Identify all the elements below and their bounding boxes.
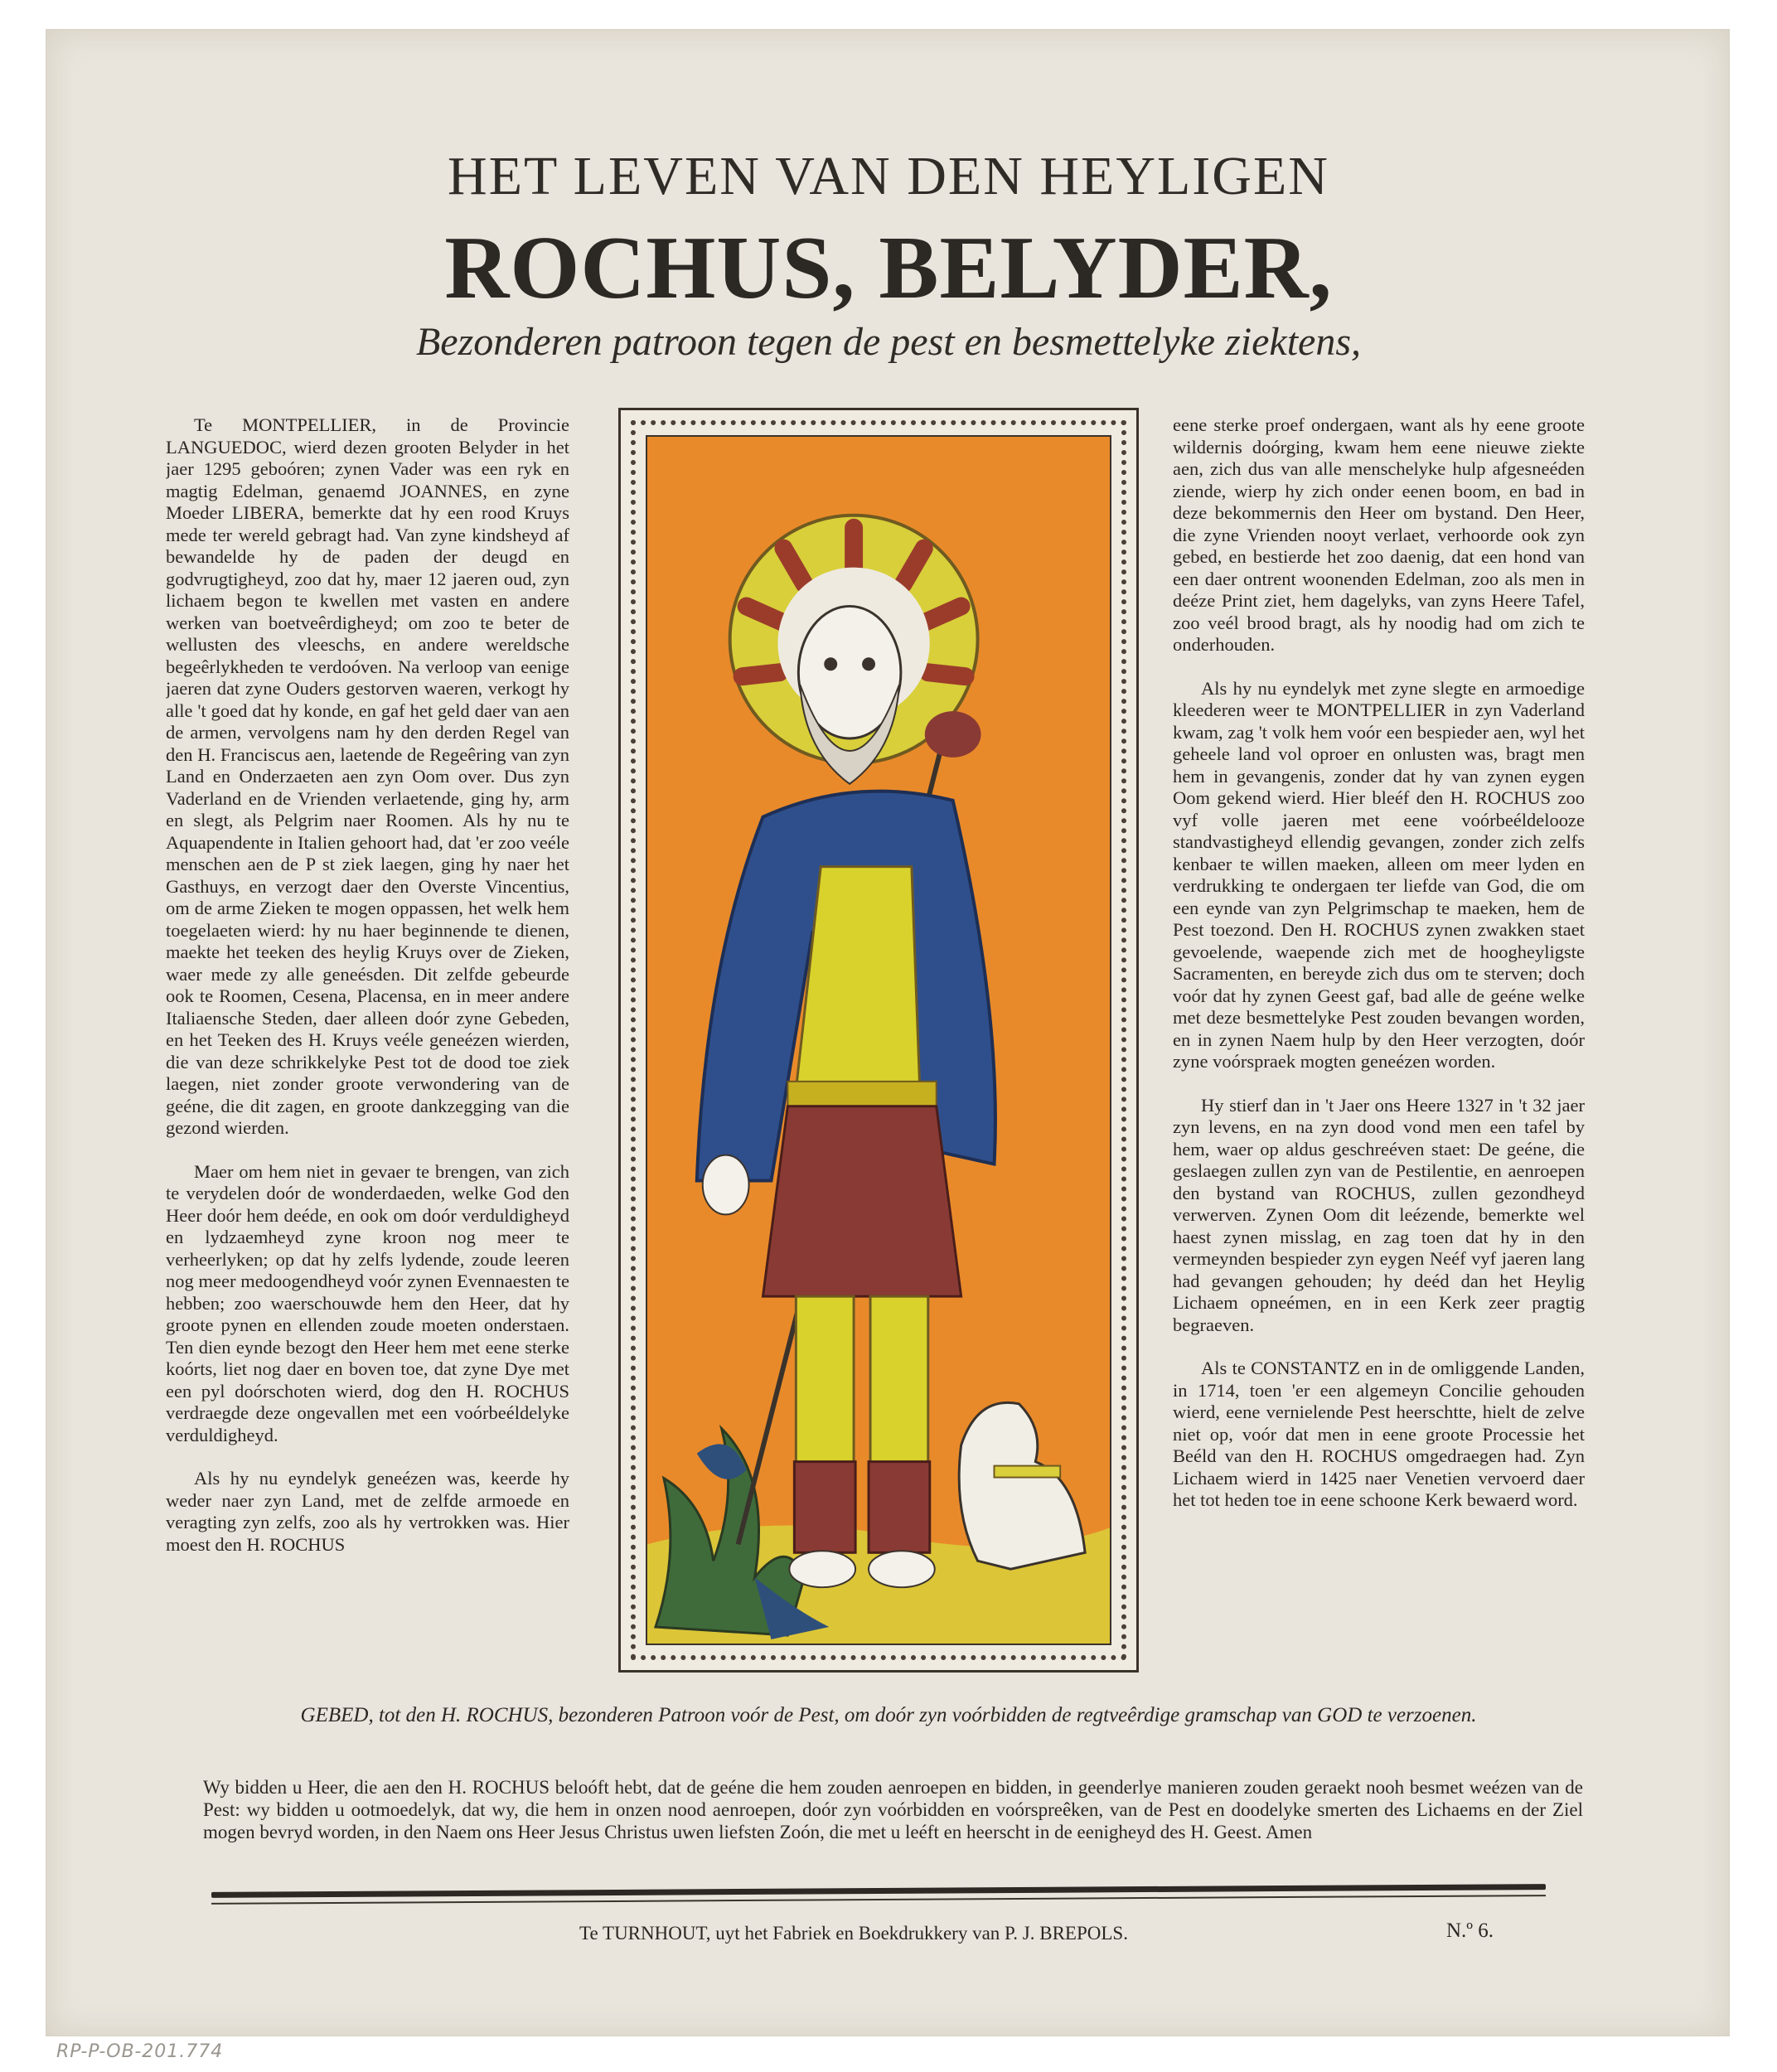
subtitle: Bezonderen patroon tegen de pest en besmettelyke ziektens, bbox=[415, 320, 1362, 364]
right-paragraph-1: eene sterke proef ondergaen, want als hy eene groote wildernis doórging, kwam hem eene nieuwe ziekte aen, zich dus van alle menschelyke hulp afgesneéden ziende, wierp hy zich onder eenen boom, en bad in deze bekommernis den Heer om bystand. Den Heer, die zyne Vrienden nooyt verlaet, verhoorde ook zyn gebed, en bestierde het zoo daenig, dat een hond van een daer ontrent woonenden Edelman, zoo als men in deéze Print ziet, hem dagelyks, van zyns Heere Tafel, zoo veél brood bragt, als hy noodig had om zich te onderhouden. bbox=[1173, 414, 1585, 655]
inventory-number: RP-P-OB-201.774 bbox=[56, 2041, 224, 2062]
right-text-column bbox=[1173, 414, 1585, 1670]
right-paragraph-4: Als te CONSTANTZ en in de omliggende Landen, in 1714, toen 'er een algemeyn Concilie gehouden wierd, eene vernielende Pest heerschtte, hielt de zelve niet op, voór dat men in eene groote Processie het Beéld van den H. ROCHUS omgedraegen had. Zyn Lichaem wierd in 1425 naer Venetien vervoerd daer het tot heden toe in eene schoone Kerk bewaerd word. bbox=[1173, 1358, 1585, 1510]
prayer-title: GEBED, tot den H. ROCHUS, bezonderen Patroon voór de Pest, om doór zyn voórbidden de regtveêrdige gramschap van GOD te verzoenen. bbox=[300, 1704, 1477, 1726]
saint-rochus-illustration bbox=[646, 435, 1111, 1645]
title-line-1: HET LEVEN VAN DEN HEYLIGEN bbox=[448, 146, 1329, 206]
left-paragraph-2: Maer om hem niet in gevaer te brengen, van zich te verydelen doór de wonderdaeden, welke God den Heer doór hem deéde, en ook om doór verduldigheyd en lydzaemheyd zyne kroon nog meer te verheerlyken; op dat hy zelfs lydende, zoude leeren nog meer medoogendheyd voór zynen Evennaesten te hebben; zoo waerschouwde hem den Heer, dat hy groote pynen en ellenden zoude moeten onderstaen. Ten dien eynde bezogt den Heer hem met eene sterke koórts, liet nog daer en boven toe, dat zyne Dye met een pyl doórschoten wierd, dog den H. ROCHUS verdraegde deze ongevallen met een voórbeéldelyke verduldigheyd. bbox=[166, 1160, 569, 1445]
left-text-column bbox=[166, 414, 569, 1670]
left-paragraph-1: Te MONTPELLIER, in de Provincie LANGUEDOC, wierd dezen grooten Belyder in het jaer 1295 geboóren; zynen Vader was een ryk en magtig Edelman, genaemd JOANNES, en zyne Moeder LIBERA, bemerkte dat hy een rood Kruys mede ter wereld gebragt had. Van zyne kindsheyd af bewandelde hy de paden der deugd en godvrugtigheyd, zoo dat hy, maer 12 jaeren oud, zyn lichaem begon te kwellen met vasten en andere werken van boetveêrdigheyd; om zoo te beter de wellusten des vleeschs, en andere wereldsche begeêrlykheden te verdoóven. Na verloop van eenige jaeren dat zyne Ouders gestorven waeren, verkogt hy alle 't goed dat hy konde, en gaf het geld daer van aen de armen, vervolgens nam hy den derden Regel van den H. Franciscus aen, laetende de Regeêring van zyn Land en Onderzaeten aen zyn Oom over. Dus zyn Vaderland en de Vrienden verlaetende, ging hy, arm en slegt, als Pelgrim naer Roomen. Als hy nu te Aquapendente in Italien gehoort had, dat 'er zoo veéle menschen aen de P st ziek laegen, ging hy naer het Gasthuys, en verzogt daer den Overste Vincentius, om de arme Zieken te mogen oppassen, het welk hem toegelaeten wierd: hy nu haer beginnende te dienen, maekte het teeken des heylig Kruys over de Zieken, waer mede zy alle geneésden. Dit zelfde gebeurde ook te Roomen, Cesena, Placensa, en in meer andere Italiaensche Steden, daer alleen doór zyne Gebeden, en het Teeken des H. Kruys veéle geneézen wierden, die van deze schrikkelyke Pest tot de dood toe ziek laegen, niet zonder groote verwondering van de geéne, die dit zagen, en groote dankzegging van die gezond wierden. bbox=[166, 414, 569, 1138]
saint-rochus-figure bbox=[647, 437, 1110, 1644]
right-paragraph-3: Hy stierf dan in 't Jaer ons Heere 1327 in 't 32 jaer zyn levens, en na zyn dood vond men een tafel by hem, waer op aldus geschreéven staet: De geéne, die geslaegen zullen zyn van de Pestilentie, en aenroepen den bystand van ROCHUS, zullen gezondheyd verwerven. Zynen Oom dit leézende, bemerkte wel haest zynen misslag, en zag toen dat hy in den vermeynden bespieder zyn eygen Neéf vyf jaeren lang had gevangen gehouden; hy deéd dan het Heylig Lichaem opneémen, en in een Kerk zeer pragtig begraeven. bbox=[1173, 1094, 1585, 1335]
title-line-2: ROCHUS, BELYDER, bbox=[444, 219, 1333, 317]
left-paragraph-3: Als hy nu eyndelyk geneézen was, keerde hy weder naer zyn Land, met de zelfde armoede en veragting zyn zelfs, zoo als hy vertrokken was. Hier moest den H. ROCHUS bbox=[166, 1468, 569, 1555]
right-paragraph-2: Als hy nu eyndelyk met zyne slegte en armoedige kleederen weer te MONTPELLIER in zyn Vaderland kwam, zag 't volk hem voór een bespieder aen, wyl het geheele land vol oproer en onlusten was, bragt men hem in gevangenis, zonder dat hy van zynen eygen Oom gekend wierd. Hier bleéf den H. ROCHUS zoo vyf volle jaeren met eene voórbeéldelooze standvastigheyd ellendig gevangen, zonder zich zelfs kenbaer te willen maeken, alleen om meer lyden en verdrukking te ondergaen ter liefde van God, die om een eynde van zyn Pelgrimschap te maeken, hem de Pest toezond. Den H. ROCHUS zynen zwakken staet gevoelende, waepende zich met de hoogheyligste Sacramenten, en bereyde zich dus om te sterven; doch voór dat hy zynen Geest gaf, bad alle de geéne welke met deze besmettelyke Pest zouden bevangen worden, en in zynen Naem hulp by den Heer verzogten, doór zyne voórspraek mogten geneézen worden. bbox=[1173, 677, 1585, 1072]
prayer-text: Wy bidden u Heer, die aen den H. ROCHUS beloóft hebt, dat de geéne die hem zouden aenroepen en bidden, in geenderlye manieren zouden geraekt nooh besmet weézen van de Pest: wy bidden u ootmoedelyk, dat wy, die hem in onzen nood aenroepen, doór zyn voórbidden en voórspreêken, van de Pest en doodelyke smerten des Lichaems en der Ziel mogen bevryd worden, in den Naem ons Heer Jesus Christus uwen liefsten Zoón, die met u leéft en heerscht in de eenigheyd des H. Geest. Amen bbox=[203, 1777, 1583, 1842]
saint-rochus-woodcut-frame bbox=[618, 408, 1139, 1673]
print-number: N.º 6. bbox=[1446, 1920, 1494, 1942]
printer-imprint: Te TURNHOUT, uyt het Fabriek en Boekdrukkery van P. J. BREPOLS. bbox=[579, 1923, 1128, 1944]
